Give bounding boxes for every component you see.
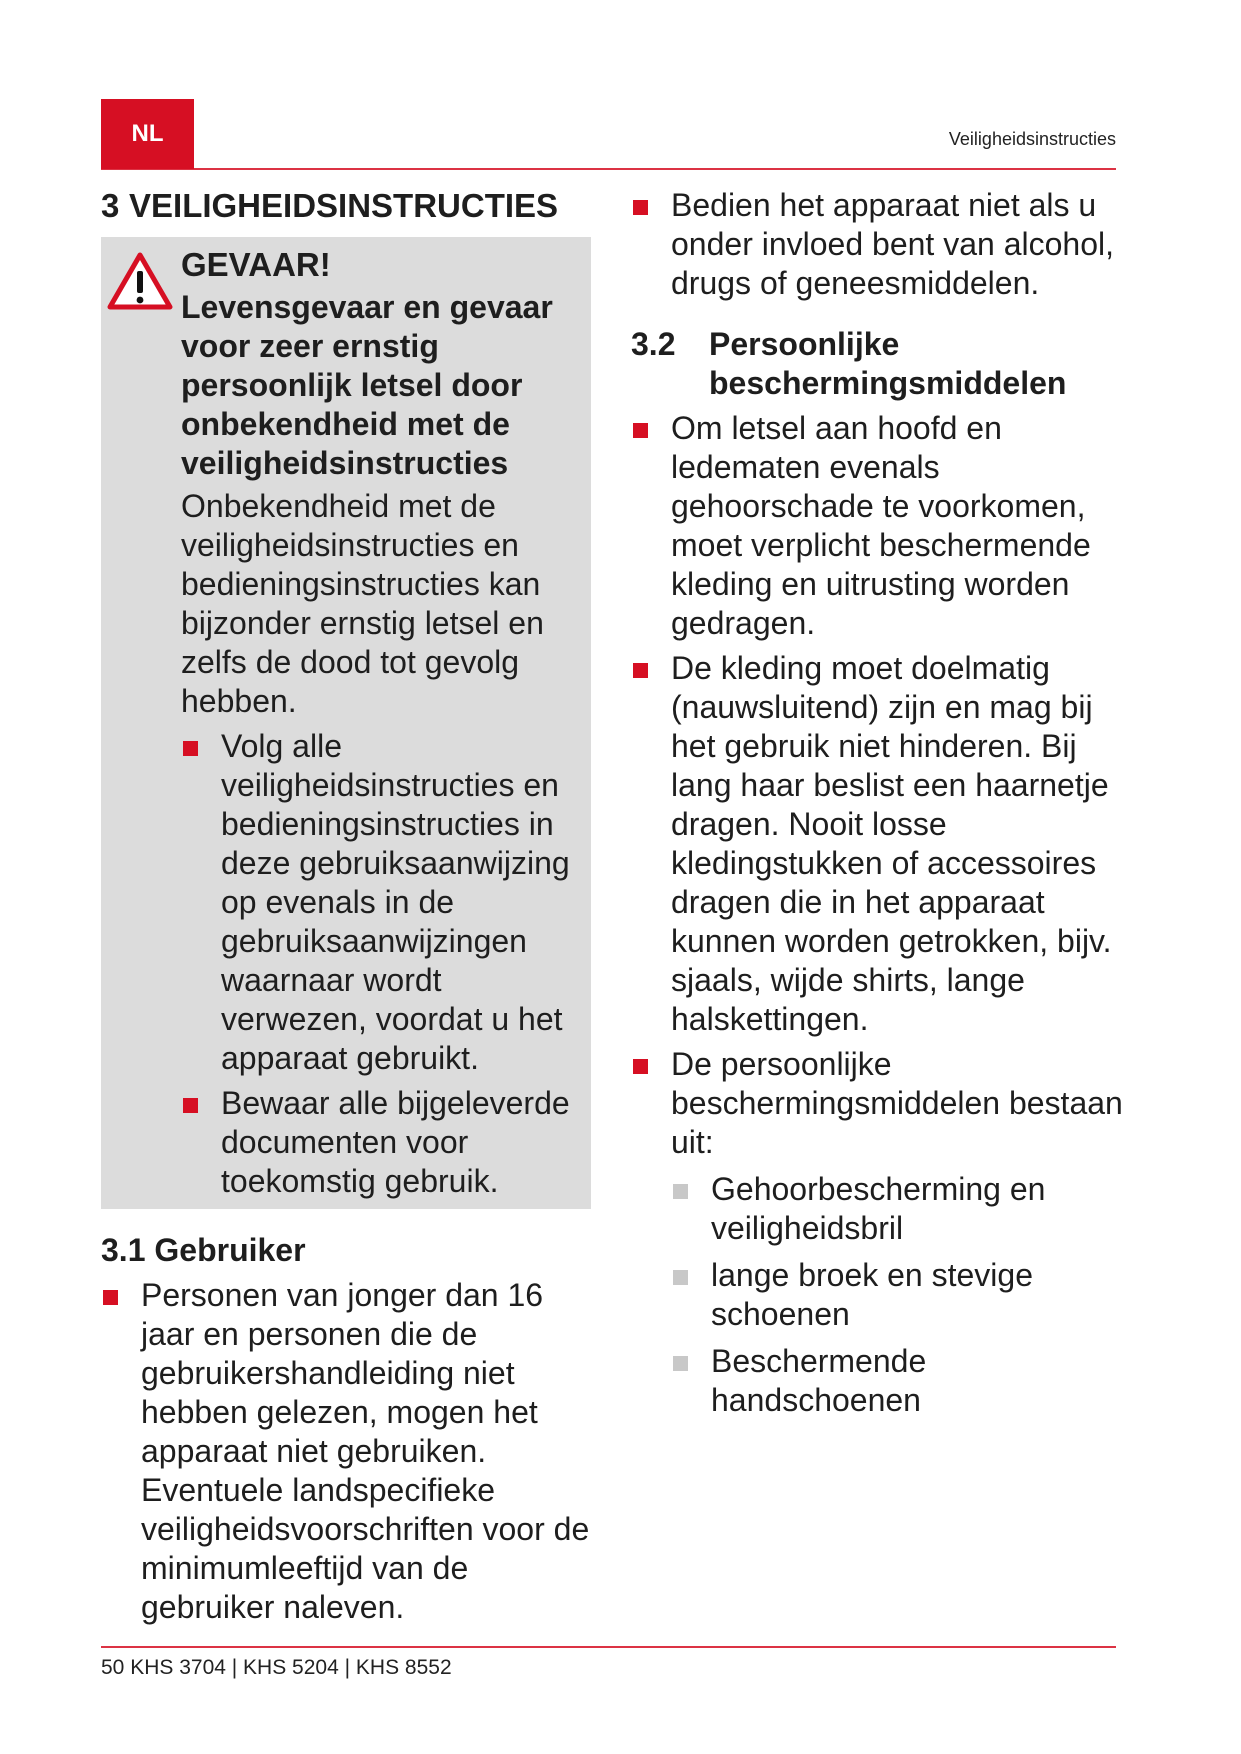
list-item: Bedien het apparaat niet als u onder invloed bent van alcohol, drugs of geneesmiddelen. — [631, 186, 1131, 303]
section-3-2-heading — [631, 325, 1131, 403]
footer-page-info: 50 KHS 3704 | KHS 5204 | KHS 8552 — [101, 1656, 452, 1679]
bullet-square-icon — [103, 1290, 118, 1305]
bullet-square-icon — [633, 1059, 648, 1074]
left-column — [101, 186, 591, 1627]
bullet-square-icon — [633, 423, 648, 438]
danger-list — [181, 727, 579, 1201]
section-3-2-title: Persoonlijke beschermingsmiddelen — [709, 326, 1067, 401]
danger-body: Onbekendheid met de veiligheidsinstructies en bedieningsinstructies kan bijzonder ernstig letsel en zelfs de dood tot gevolg hebben. — [181, 488, 544, 719]
section-3-title: VEILIGHEIDSINSTRUCTIES — [129, 187, 559, 224]
section-3-2-list — [631, 409, 1131, 1420]
section-3-heading — [101, 186, 591, 225]
language-tab: NL — [101, 99, 194, 169]
list-item: Om letsel aan hoofd en ledematen evenals gehoorschade te voorkomen, moet verplicht beschermende kleding en uitrusting worden gedragen. — [631, 409, 1131, 643]
list-item: De kleding moet doelmatig (nauwsluitend) zijn en mag bij het gebruik niet hinderen. Bij lang haar beslist een haarnetje dragen. Nooit losse kledingstukken of accessoires dragen die in het apparaat kunnen worden getrokken, bijv. sjaals, wijde shirts, lange halskettingen. — [631, 649, 1131, 1039]
bullet-square-grey-icon — [673, 1184, 688, 1199]
bullet-square-icon — [633, 200, 648, 215]
sub-list-item: Gehoorbescherming en veiligheidsbril — [671, 1170, 1131, 1248]
footer-divider — [101, 1646, 1116, 1648]
bullet-square-icon — [633, 663, 648, 678]
sub-list-item: lange broek en stevige schoenen — [671, 1256, 1131, 1334]
list-item: Volg alle veiligheidsinstructies en bedieningsinstructies in deze gebruiksaanwijzing op evenals in de gebruiksaanwijzingen waarnaar wordt verwezen, voordat u het apparaat gebruikt. — [181, 727, 579, 1078]
section-3-number: 3 — [101, 187, 120, 224]
danger-label: GEVAAR! — [181, 246, 331, 283]
section-3-1-list — [101, 1276, 591, 1627]
bullet-square-icon — [183, 1098, 198, 1113]
danger-title: Levensgevaar en gevaar voor zeer ernstig persoonlijk letsel door onbekendheid met de veiligheidsinstructies — [181, 289, 553, 481]
section-3-1-heading: 3.1 Gebruiker — [101, 1232, 306, 1268]
header-section-title: Veiligheidsinstructies — [948, 129, 1116, 149]
sub-list-item: Beschermende handschoenen — [671, 1342, 1131, 1420]
right-column — [631, 186, 1131, 1420]
list-item: Personen van jonger dan 16 jaar en personen die de gebruikershandleiding niet hebben gelezen, mogen het apparaat niet gebruiken. Eventuele landspecifieke veiligheidsvoorschriften voor de minimumleeftijd van de gebruiker naleven. — [101, 1276, 591, 1627]
bullet-square-grey-icon — [673, 1356, 688, 1371]
section-3-1-list-cont — [631, 186, 1131, 303]
bullet-square-icon — [183, 741, 198, 756]
danger-box — [101, 237, 591, 1209]
list-item: De persoonlijke beschermingsmiddelen bestaan uit: Gehoorbescherming en veiligheidsbril lange broek en stevige schoenen Beschermende handschoenen — [631, 1045, 1131, 1420]
section-3-2-number: 3.2 — [631, 326, 676, 362]
bullet-square-grey-icon — [673, 1270, 688, 1285]
ppe-sublist — [671, 1170, 1131, 1420]
warning-triangle-icon — [107, 251, 173, 311]
list-item: Bewaar alle bijgeleverde documenten voor toekomstig gebruik. — [181, 1084, 579, 1201]
header-divider — [101, 168, 1116, 170]
